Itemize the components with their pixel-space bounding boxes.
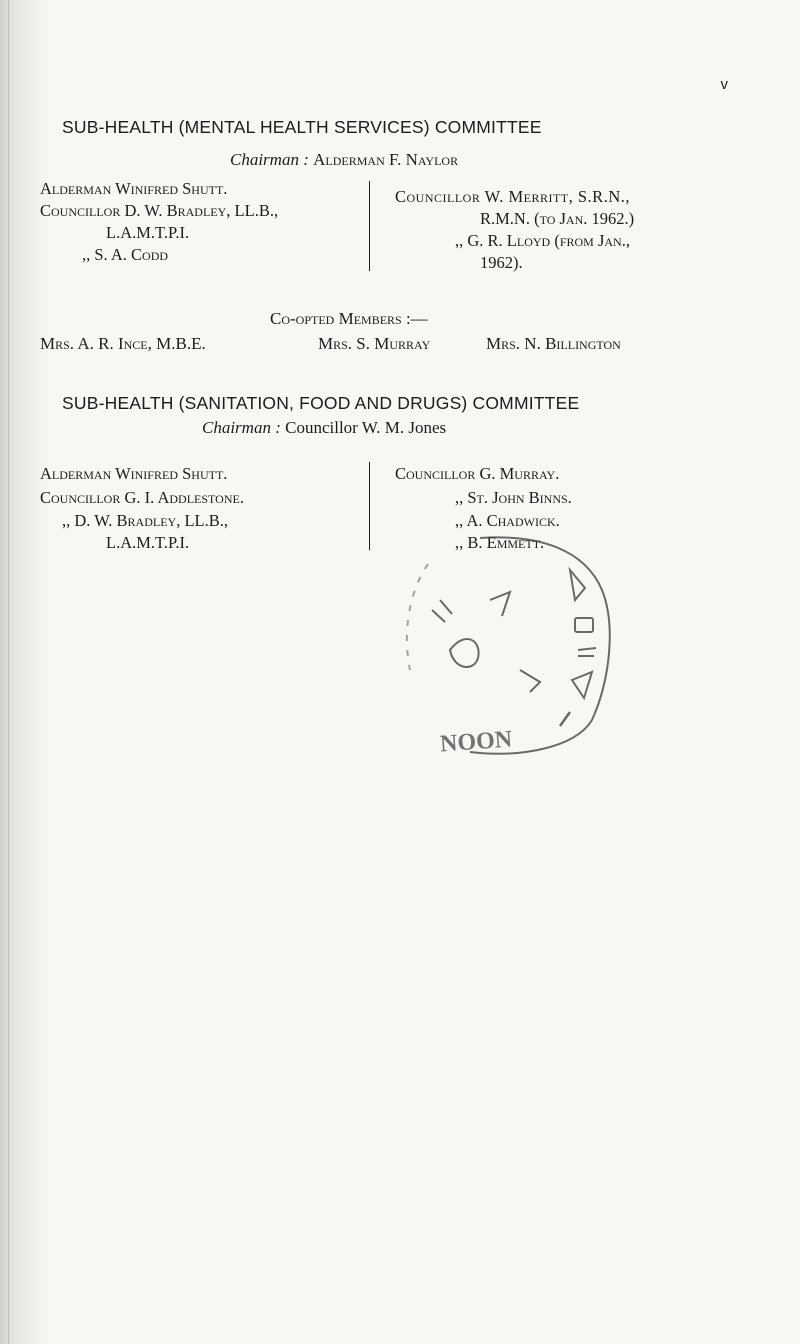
- member-right-2: ,, St. John Binns.: [455, 488, 572, 507]
- member-right-4: ,, B. Emmett.: [455, 533, 545, 552]
- member-left-2: Councillor D. W. Bradley, LL.B.,: [40, 201, 279, 220]
- column-divider-1: [369, 181, 370, 271]
- library-stamp: [370, 530, 630, 765]
- stamp-text: NOON: [439, 726, 513, 758]
- page-edge-line: [8, 0, 9, 1344]
- member-right-2-cont: 1962).: [480, 253, 523, 272]
- member-right-1: Councillor W. Merritt, S.R.N.,: [395, 187, 630, 206]
- member-left-3: ,, D. W. Bradley, LL.B.,: [62, 511, 229, 530]
- committee-2-title: SUB-HEALTH (SANITATION, FOOD AND DRUGS) COMMITTEE: [62, 393, 580, 413]
- chairman-label: Chairman :: [230, 150, 309, 169]
- member-right-3: ,, A. Chadwick.: [455, 511, 560, 530]
- member-left-2: Councillor G. I. Addlestone.: [40, 488, 244, 507]
- committee-1-chairman: [230, 150, 458, 170]
- coopted-member-3: Mrs. N. Billington: [486, 334, 621, 353]
- member-left-3-cont: L.A.M.T.P.I.: [106, 533, 190, 552]
- chairman-name: Councillor W. M. Jones: [285, 418, 447, 437]
- library-stamp-icon: [370, 530, 630, 760]
- coopted-member-2: Mrs. S. Murray: [318, 334, 431, 353]
- member-left-1: Alderman Winifred Shutt.: [40, 179, 228, 198]
- coopted-member-1: Mrs. A. R. Ince, M.B.E.: [40, 334, 206, 353]
- committee-2-chairman: [202, 418, 446, 438]
- member-left-1: Alderman Winifred Shutt.: [40, 464, 228, 483]
- member-left-3: ,, S. A. Codd: [82, 245, 169, 264]
- committee-1-title: SUB-HEALTH (MENTAL HEALTH SERVICES) COMMITTEE: [62, 117, 542, 137]
- page-number: v: [720, 76, 728, 93]
- chairman-label: Chairman :: [202, 418, 281, 437]
- coopted-label: Co-opted Members :—: [270, 309, 428, 328]
- member-right-1-cont: R.M.N. (to Jan. 1962.): [480, 209, 635, 228]
- member-right-2: ,, G. R. Lloyd (from Jan.,: [455, 231, 630, 250]
- chairman-name: Alderman F. Naylor: [313, 150, 459, 169]
- member-right-1: Councillor G. Murray.: [395, 464, 560, 483]
- member-left-2-cont: L.A.M.T.P.I.: [106, 223, 190, 242]
